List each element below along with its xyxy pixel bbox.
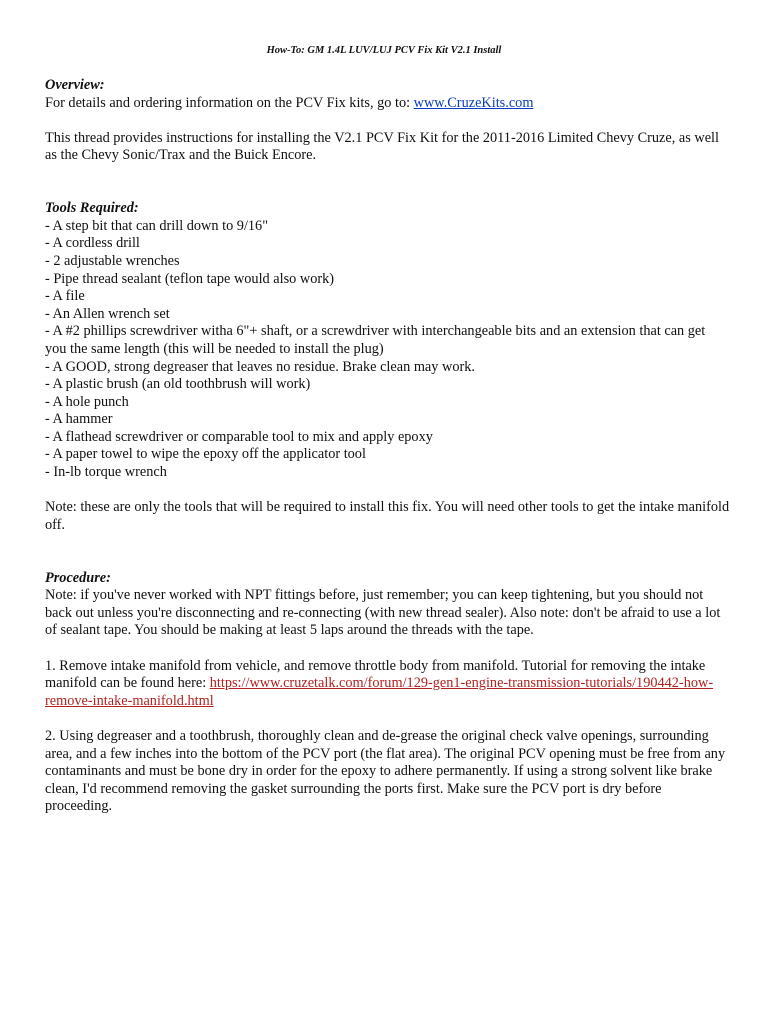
tools-heading: Tools Required: bbox=[45, 200, 139, 217]
tool-item: - A cordless drill bbox=[45, 235, 140, 252]
tool-item: - A hammer bbox=[45, 411, 113, 428]
tool-item: - 2 adjustable wrenches bbox=[45, 252, 180, 269]
tool-item: - An Allen wrench set bbox=[45, 305, 170, 322]
tool-item: - A step bit that can drill down to 9/16" bbox=[45, 217, 269, 234]
procedure-heading: Procedure: bbox=[45, 569, 111, 586]
tool-item: - A hole punch bbox=[45, 393, 129, 410]
document-body bbox=[45, 77, 730, 816]
overview-intro: This thread provides instructions for installing the V2.1 PCV Fix Kit for the 2011-2016 Limited Chevy Cruze, as well as the Chevy Sonic/Trax and the Buick Encore. bbox=[45, 129, 719, 164]
overview-heading: Overview: bbox=[45, 77, 105, 93]
tool-item: - In-lb torque wrench bbox=[45, 464, 167, 481]
tool-item: - A flathead screwdriver or comparable tool to mix and apply epoxy bbox=[45, 428, 433, 445]
tool-item: - A plastic brush (an old toothbrush will work) bbox=[45, 376, 311, 393]
procedure-step-2: 2. Using degreaser and a toothbrush, thoroughly clean and de-grease the original check valve openings, surrounding area, and a few inches into the bottom of the PCV port (the flat area). The original PCV opening must be free from any contaminants and must be bone dry in order for the epoxy to adhere permanently. If using a strong solvent like brake clean, I'd recommend removing the gasket surrounding the ports first. Make sure the PCV port is dry before proceeding. bbox=[45, 727, 726, 815]
tool-item: - A #2 phillips screwdriver witha 6"+ shaft, or a screwdriver with interchangeable bits and an extension that can get you the same length (this will be needed to install the plug) bbox=[45, 323, 706, 357]
tool-item: - A file bbox=[45, 288, 85, 305]
tools-list bbox=[45, 218, 730, 482]
procedure-step-1 bbox=[45, 658, 730, 711]
intake-manifold-tutorial-link[interactable]: https://www.cruzetalk.com/forum/129-gen1-engine-transmission-tutorials/190442-how-remove-intake-manifold.html bbox=[45, 675, 714, 709]
step-1-text: 1. Remove intake manifold from vehicle, and remove throttle body from manifold. Tutorial for removing the intake manifold can be found here: bbox=[45, 657, 706, 692]
tool-item: - A paper towel to wipe the epoxy off the applicator tool bbox=[45, 446, 366, 463]
procedure-note: Note: if you've never worked with NPT fittings before, just remember; you can keep tightening, but you should not back out unless you're disconnecting and re-connecting (with new thread sealer). Also note: don't be afraid to use a lot of sealant tape. You should be making at least 5 laps around the threads with the tape. bbox=[45, 587, 721, 639]
tool-item: - Pipe thread sealant (teflon tape would also work) bbox=[45, 270, 335, 287]
overview-details bbox=[45, 95, 730, 113]
document-title: How-To: GM 1.4L LUV/LUJ PCV Fix Kit V2.1 Install bbox=[266, 45, 502, 56]
tool-item: - A GOOD, strong degreaser that leaves no residue. Brake clean may work. bbox=[45, 358, 475, 375]
tools-note: Note: these are only the tools that will be required to install this fix. You will need other tools to get the intake manifold off. bbox=[45, 499, 730, 533]
cruzekits-link[interactable]: www.CruzeKits.com bbox=[413, 94, 534, 111]
overview-details-text: For details and ordering information on the PCV Fix kits, go to: bbox=[45, 94, 414, 111]
